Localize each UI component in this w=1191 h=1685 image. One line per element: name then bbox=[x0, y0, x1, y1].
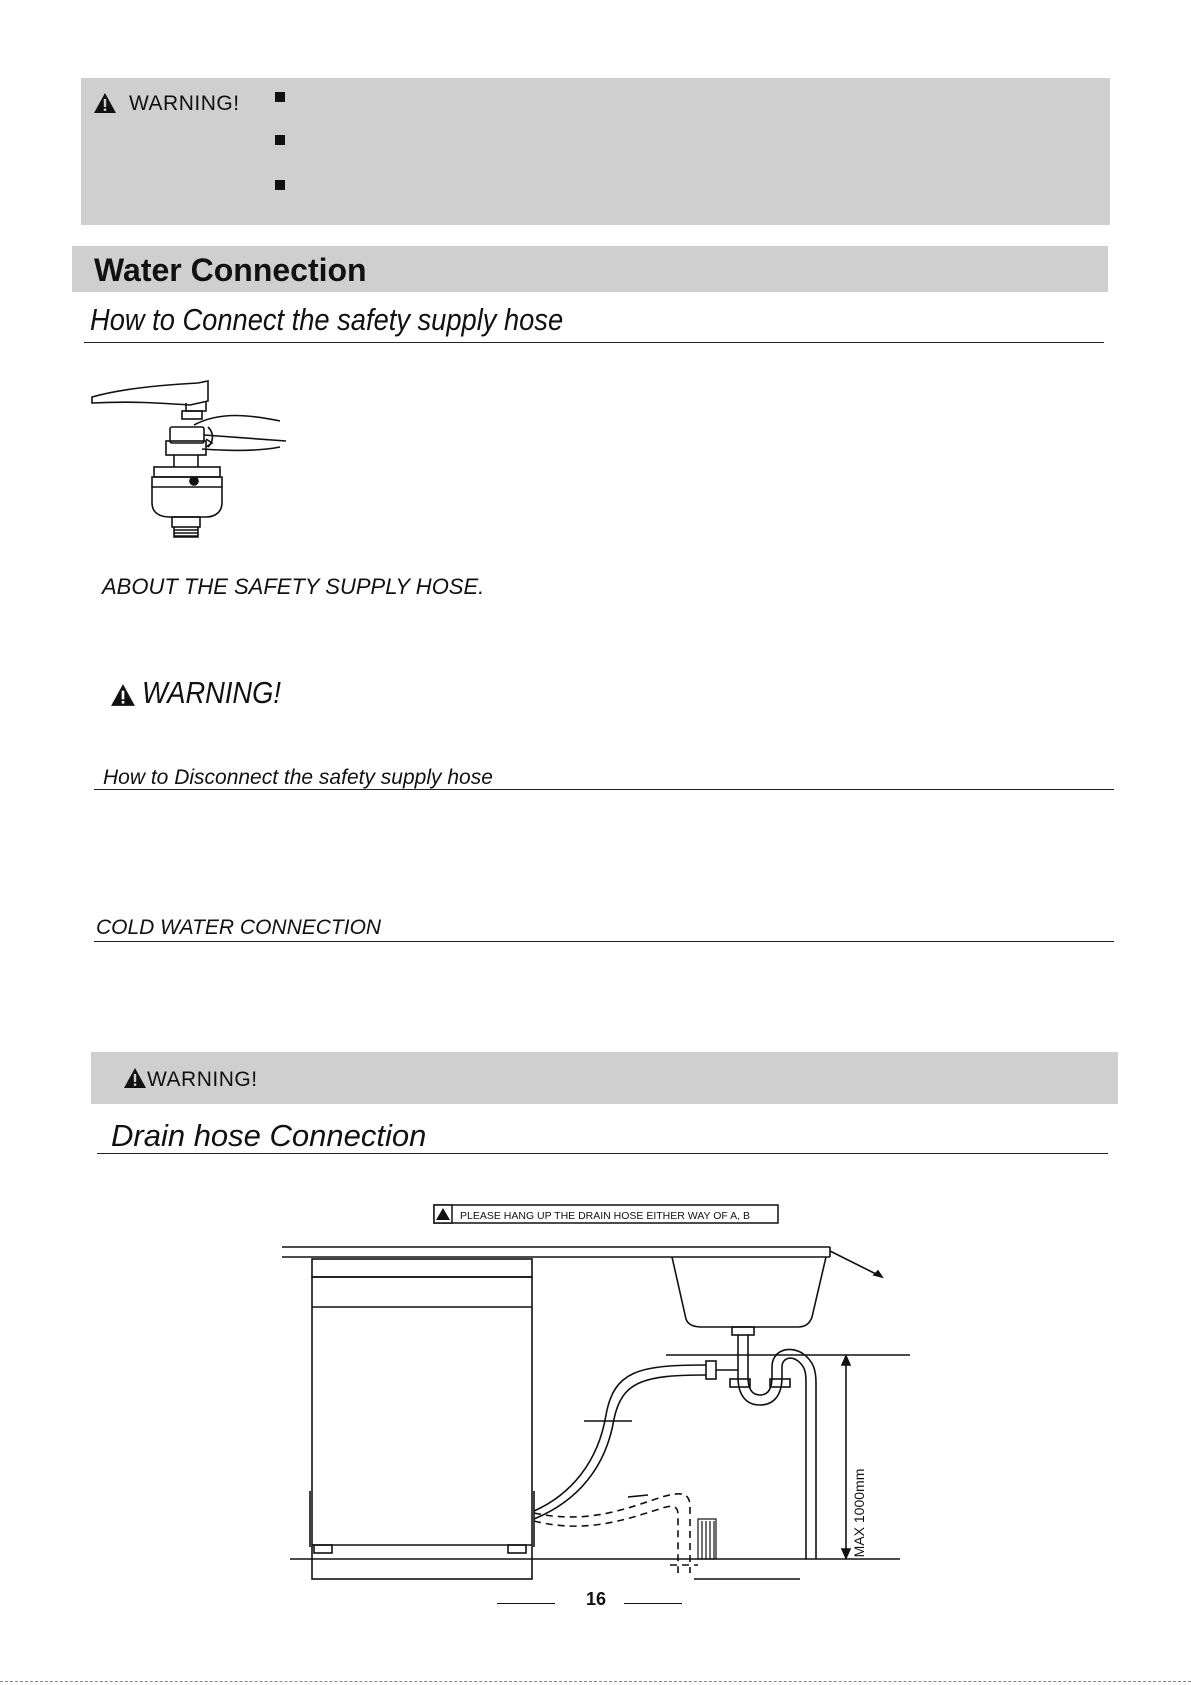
page-bottom-edge bbox=[0, 1681, 1191, 1682]
connect-heading-rule bbox=[84, 342, 1104, 343]
top-warning-box bbox=[81, 78, 1110, 225]
bottom-warning-box bbox=[91, 1052, 1118, 1104]
disconnect-hose-heading: How to Disconnect the safety supply hose bbox=[103, 766, 493, 789]
page-number-line-right bbox=[624, 1603, 682, 1604]
warning-triangle-icon bbox=[123, 1067, 147, 1089]
drain-hose-diagram bbox=[270, 1195, 920, 1585]
warning-bullet-1 bbox=[275, 92, 285, 102]
warning-triangle-icon bbox=[110, 683, 136, 707]
drain-hose-heading: Drain hose Connection bbox=[111, 1118, 427, 1153]
cold-water-heading-rule bbox=[94, 941, 1114, 942]
about-hose-title: ABOUT THE SAFETY SUPPLY HOSE. bbox=[102, 574, 485, 599]
water-connection-header bbox=[72, 246, 1108, 292]
top-warning-label: WARNING! bbox=[129, 92, 240, 115]
diagram-banner-text: PLEASE HANG UP THE DRAIN HOSE EITHER WAY OF A, B bbox=[460, 1210, 750, 1222]
page-number-line-left bbox=[497, 1603, 555, 1604]
drain-heading-rule bbox=[97, 1153, 1108, 1154]
mid-warning-label: WARNING! bbox=[142, 675, 281, 710]
section-title: Water Connection bbox=[94, 252, 367, 288]
warning-bullet-3 bbox=[275, 180, 285, 190]
warning-triangle-icon bbox=[93, 92, 117, 114]
cold-water-heading: COLD WATER CONNECTION bbox=[96, 916, 382, 939]
max-height-label: MAX 1000mm bbox=[851, 1468, 867, 1558]
connect-hose-heading: How to Connect the safety supply hose bbox=[90, 302, 564, 337]
faucet-connector-illustration bbox=[90, 375, 290, 545]
bottom-warning-label: WARNING! bbox=[147, 1068, 258, 1091]
disconnect-heading-rule bbox=[94, 789, 1114, 790]
page-number: 16 bbox=[586, 1589, 607, 1609]
diagram-banner bbox=[434, 1205, 778, 1223]
warning-bullet-2 bbox=[275, 135, 285, 145]
